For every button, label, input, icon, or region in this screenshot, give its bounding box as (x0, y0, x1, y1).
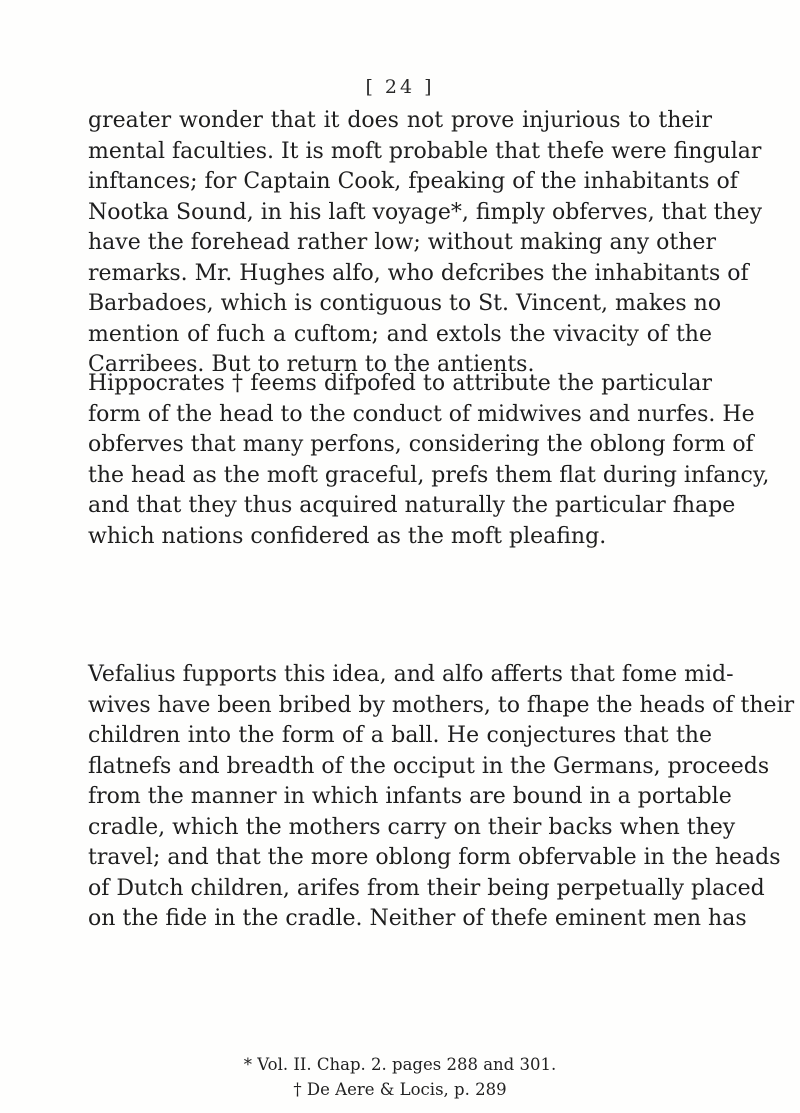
footnote-1: * Vol. II. Chap. 2. pages 288 and 301. (243, 1055, 557, 1074)
text-line: have the forehead rather low; without making any other (88, 230, 716, 255)
text-line: greater wonder that it does not prove injurious to their (88, 108, 712, 133)
text-line: Barbadoes, which is contiguous to St. Vincent, makes no (88, 291, 722, 316)
text-line: inftances; for Captain Cook, fpeaking of the inhabitants of (88, 169, 738, 194)
text-line: remarks. Mr. Hughes alfo, who defcribes the inhabitants of (88, 260, 749, 286)
text-line: children into the form of a ball. He conjectures that the (88, 723, 712, 748)
paragraph-1 (88, 106, 763, 381)
text-line: flatnefs and breadth of the occiput in the Germans, proceeds (88, 753, 770, 779)
paragraph-2 (88, 369, 770, 552)
text-line: Nootka Sound, in his laft voyage*, fimply obferves, that they (88, 199, 763, 225)
footnotes (0, 1052, 800, 1102)
text-line: which nations confidered as the moft pleafing. (88, 523, 607, 549)
paragraph-3 (88, 660, 795, 935)
text-line: Carribees. But to return to the antients. (88, 352, 535, 377)
text-line: cradle, which the mothers carry on their backs when they (88, 814, 736, 840)
page-number: [ 24 ] (365, 76, 435, 98)
text-line: obferves that many perfons, considering the oblong form of (88, 432, 754, 457)
text-line: mental faculties. It is moft probable that thefe were fingular (88, 138, 762, 164)
text-line: Vefalius fupports this idea, and alfo afferts that fome mid- (88, 662, 734, 687)
text-line: mention of fuch a cuftom; and extols the vivacity of the (88, 321, 712, 347)
text-line: of Dutch children, arifes from their being perpetually placed (88, 875, 765, 901)
text-line: wives have been bribed by mothers, to fhape the heads of their (88, 692, 795, 718)
text-line: travel; and that the more oblong form obfervable in the heads (88, 845, 781, 870)
text-line: on the fide in the cradle. Neither of thefe eminent men has (88, 906, 747, 931)
text-line: from the manner in which infants are bound in a portable (88, 784, 732, 809)
text-line: Hippocrates † feems difpofed to attribute the particular (88, 371, 712, 396)
text-line: and that they thus acquired naturally the particular fhape (88, 493, 736, 518)
footnote-2: † De Aere & Locis, p. 289 (293, 1080, 507, 1099)
text-line: form of the head to the conduct of midwives and nurfes. He (88, 401, 755, 427)
text-line: the head as the moft graceful, prefs them flat during infancy, (88, 462, 770, 488)
